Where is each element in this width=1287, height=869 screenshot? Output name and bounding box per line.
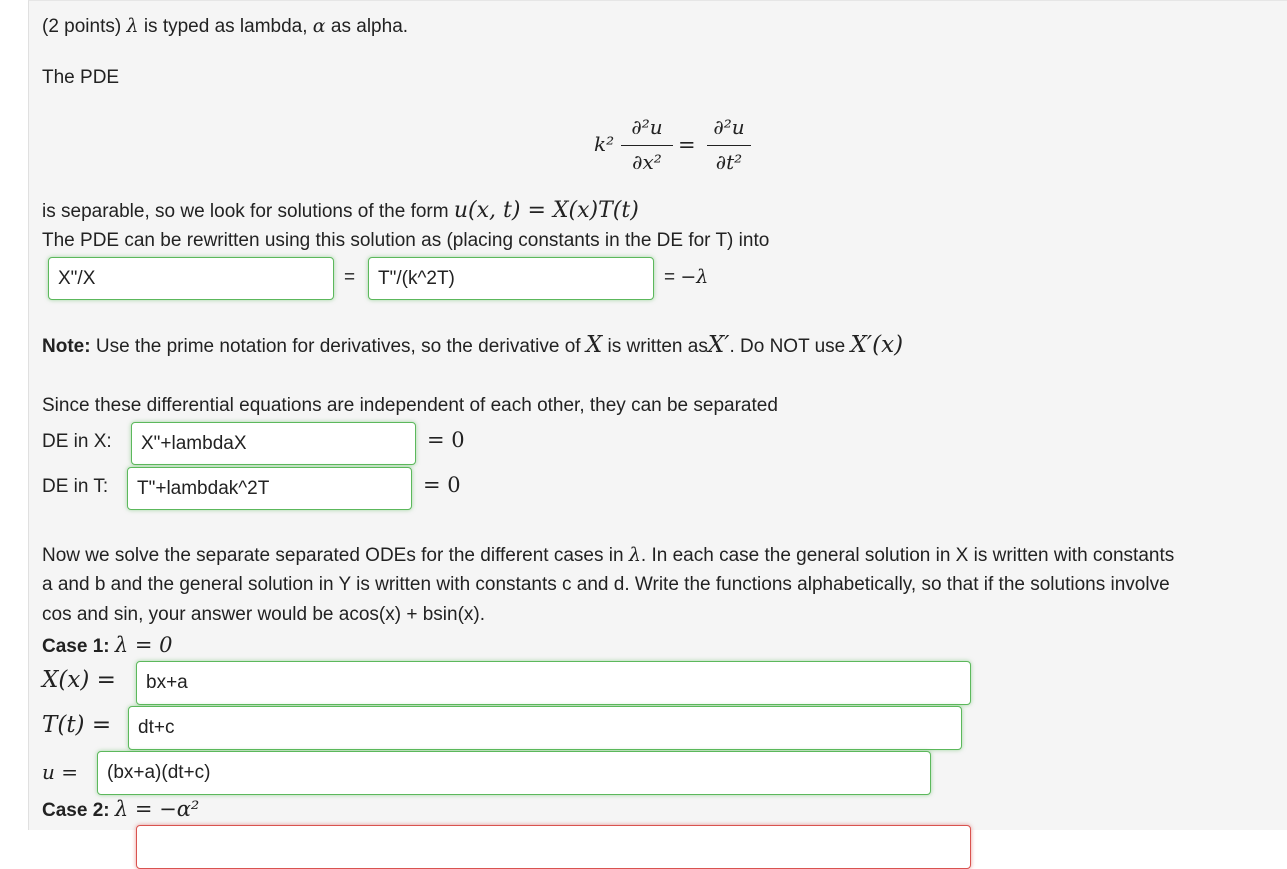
pde-numerator-left: ∂²u	[631, 115, 663, 139]
solution-form: u(x, t) = X(x)T(t)	[453, 198, 639, 223]
pde-denominator-right: ∂t²	[715, 150, 743, 174]
pde-fraction-bar-right	[707, 145, 751, 146]
case1-u-label: u =	[42, 760, 78, 784]
alpha-symbol: α	[312, 15, 326, 37]
solve-text-1a: Now we solve the separate separated ODEs for the different cases in	[42, 545, 624, 566]
de-t-input[interactable]: T"+lambdak^2T	[127, 467, 412, 510]
case2-condition: λ = −α²	[114, 797, 200, 821]
separable-text: is separable, so we look for solutions of the form	[42, 201, 449, 222]
case1-x-input[interactable]: bx+a	[136, 661, 971, 705]
case1-x-label: X(x) =	[42, 667, 116, 693]
case1-heading	[42, 633, 173, 658]
de-x-rhs: = 0	[427, 428, 465, 452]
points-label: (2 points)	[42, 16, 122, 37]
since-text: Since these differential equations are independent of each other, they can be separated	[42, 395, 778, 416]
de-x-label: DE in X:	[42, 431, 112, 452]
pde-numerator-right: ∂²u	[713, 115, 745, 139]
note-label: Note:	[42, 336, 91, 357]
neg-lambda: −λ	[680, 266, 709, 288]
note-text-2: is written as	[607, 336, 708, 357]
ratio-rhs-input[interactable]: T"/(k^2T)	[368, 257, 654, 300]
solve-line-2: a and b and the general solution in Y is written with constants c and d. Write the functions alphabetically, so that if the solutions involve	[42, 574, 1170, 595]
ratio-tail	[664, 266, 708, 289]
de-t-label: DE in T:	[42, 476, 109, 497]
note-x-prime: X′	[707, 332, 730, 358]
case1-t-label: T(t) =	[42, 712, 112, 738]
note-text-3: . Do NOT use	[729, 336, 846, 357]
case1-t-input[interactable]: dt+c	[128, 706, 962, 750]
case2-x-input[interactable]	[136, 825, 971, 869]
case1-condition: λ = 0	[114, 633, 173, 657]
solve-text-1b: . In each case the general solution in X is written with constants	[640, 545, 1175, 566]
note-text-1: Use the prime notation for derivatives, so the derivative of	[95, 336, 581, 357]
note-x-prime-of-x: X′(x)	[850, 332, 904, 358]
intro-line	[42, 15, 408, 38]
rewrite-text: The PDE can be rewritten using this solution as (placing constants in the DE for T) into	[42, 230, 770, 251]
de-x-input[interactable]: X"+lambdaX	[131, 422, 416, 465]
solve-line-1	[42, 544, 1174, 567]
case2-label: Case 2:	[42, 800, 110, 821]
pde-denominator-left: ∂x²	[632, 150, 662, 174]
ratio-equals-2: =	[664, 267, 676, 288]
note-x: X	[585, 332, 603, 358]
pde-equals: =	[678, 133, 696, 157]
lambda-symbol: λ	[126, 15, 139, 37]
ratio-lhs-input[interactable]: X"/X	[48, 257, 334, 300]
case1-u-input[interactable]: (bx+a)(dt+c)	[97, 751, 931, 795]
ratio-equals-1: =	[344, 267, 356, 288]
case2-heading	[42, 797, 199, 822]
separable-line	[42, 198, 639, 223]
solve-lambda: λ	[628, 544, 641, 566]
typed-lambda-text: is typed as lambda,	[143, 16, 308, 37]
pde-k-squared: k²	[594, 132, 615, 156]
solve-line-3: cos and sin, your answer would be acos(x) + bsin(x).	[42, 604, 486, 625]
de-t-rhs: = 0	[423, 473, 461, 497]
case1-label: Case 1:	[42, 636, 110, 657]
pde-heading: The PDE	[42, 67, 120, 88]
note-line	[42, 332, 903, 358]
pde-fraction-bar-left	[621, 145, 673, 146]
typed-alpha-text: as alpha.	[330, 16, 409, 37]
